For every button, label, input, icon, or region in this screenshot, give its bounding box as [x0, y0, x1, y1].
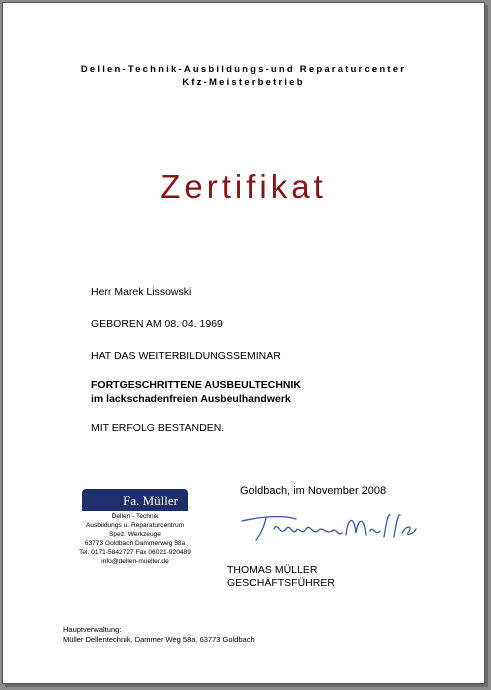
stamp-line: info@dellen-mueller.de	[101, 558, 169, 565]
recipient-name: Herr Marek Lissowski	[91, 286, 192, 298]
course-title: FORTGESCHRITTENE AUSBEULTECHNIK	[91, 379, 301, 391]
stamp-line: Ausbildungs u. Reparaturcentrum	[85, 522, 185, 529]
stamp-line: Dellen - Technik	[111, 513, 159, 520]
handwritten-signature	[238, 507, 418, 543]
seminar-intro: HAT DAS WEITERBILDUNGSSEMINAR	[91, 350, 281, 362]
company-stamp	[65, 489, 205, 566]
course-subtitle: im lackschadenfreien Ausbeulhandwerk	[91, 393, 291, 405]
footer-address	[63, 625, 255, 645]
signer-role: GESCHÄFTSFÜHRER	[227, 577, 335, 589]
footer-label: Hauptverwaltung:	[63, 625, 122, 634]
stamp-logo: Fa. Müller	[82, 489, 188, 511]
stamp-line: 63773 Goldbach Dammerweg 58a	[84, 540, 186, 547]
company-header	[3, 63, 484, 89]
stamp-line: Spez. Werkzeuge	[109, 531, 161, 538]
company-name: Dellen-Technik-Ausbildungs-und Reparaturcenter	[80, 64, 407, 75]
certificate-title: Zertifikat	[160, 168, 327, 205]
result-text: MIT ERFOLG BESTANDEN.	[91, 422, 225, 434]
place-date: Goldbach, im November 2008	[240, 485, 387, 497]
stamp-line: Tel. 0171-5842727 Fax 06021-920489	[79, 549, 191, 556]
birth-date: GEBOREN AM 08. 04. 1969	[91, 318, 223, 330]
signer-block	[227, 564, 335, 590]
signer-name: THOMAS MÜLLER	[227, 564, 318, 576]
certificate-page	[2, 2, 485, 684]
company-subtitle: Kfz-Meisterbetrieb	[182, 77, 305, 88]
footer-address-line: Müller Dellentechnik, Dammer Weg 58a, 63773 Goldbach	[63, 635, 255, 644]
certificate-body	[91, 285, 451, 435]
